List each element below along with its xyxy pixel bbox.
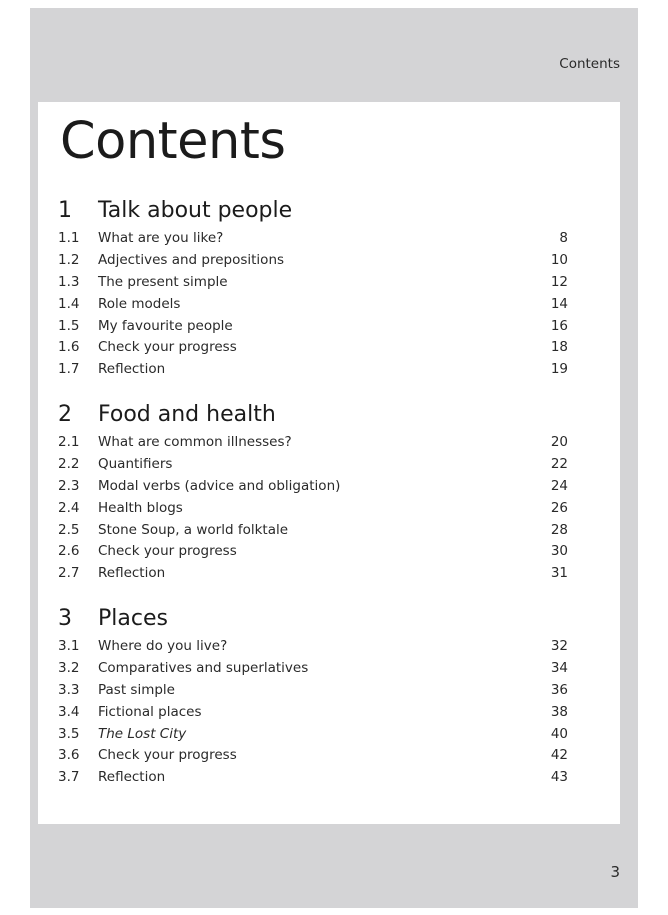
entry-number: 3.2: [58, 659, 80, 676]
toc-entry[interactable]: [58, 434, 568, 456]
entry-title: Role models: [98, 295, 181, 312]
entry-page: 22: [550, 455, 568, 472]
entry-page: 28: [550, 521, 568, 538]
entry-title: My favourite people: [98, 317, 233, 334]
entry-title: Past simple: [98, 681, 175, 698]
toc-entry[interactable]: [58, 252, 568, 274]
toc-entry[interactable]: [58, 726, 568, 748]
entry-title: Health blogs: [98, 499, 183, 516]
page-number: 3: [610, 863, 620, 881]
entry-number: 1.5: [58, 317, 80, 334]
contents-panel: [38, 102, 620, 824]
entry-number: 1.2: [58, 251, 80, 268]
toc-entry[interactable]: [58, 704, 568, 726]
entry-page: 36: [550, 681, 568, 698]
toc-entry[interactable]: [58, 543, 568, 565]
entry-page: 18: [550, 339, 568, 356]
toc-entry[interactable]: [58, 660, 568, 682]
entry-page: 43: [550, 769, 568, 786]
section-heading: [58, 198, 568, 226]
toc-entry[interactable]: [58, 769, 568, 791]
toc-entry[interactable]: [58, 274, 568, 296]
entry-page: 19: [550, 361, 568, 378]
entry-number: 3.6: [58, 747, 80, 764]
entry-page: 40: [550, 725, 568, 742]
entry-title: Stone Soup, a world folktale: [98, 521, 289, 538]
entry-number: 3.3: [58, 681, 80, 698]
section-3: [58, 606, 568, 791]
section-heading: [58, 402, 568, 430]
entry-number: 3.4: [58, 703, 80, 720]
entry-number: 1.6: [58, 339, 80, 356]
entry-number: 2.7: [58, 565, 80, 582]
entry-title: Quantifiers: [98, 455, 173, 472]
entry-page: 42: [550, 747, 568, 764]
book-page: [30, 8, 638, 908]
entry-number: 3.7: [58, 769, 80, 786]
entry-page: 24: [550, 477, 568, 494]
section-1: [58, 198, 568, 383]
toc-entry[interactable]: [58, 230, 568, 252]
entry-number: 2.2: [58, 455, 80, 472]
entry-title: Check your progress: [98, 339, 237, 356]
entry-page: 14: [550, 295, 568, 312]
entry-page: 38: [550, 703, 568, 720]
entry-title: Check your progress: [98, 747, 237, 764]
section-title: Food and health: [98, 402, 276, 427]
section-2: [58, 402, 568, 587]
entry-list: [58, 638, 568, 791]
entry-page: 20: [550, 434, 568, 450]
toc-entry[interactable]: [58, 565, 568, 587]
section-number: 3: [58, 606, 72, 631]
toc-entry[interactable]: [58, 478, 568, 500]
entry-title: Fictional places: [98, 703, 202, 720]
entry-number: 2.3: [58, 477, 80, 494]
entry-page: 32: [550, 638, 568, 654]
entry-number: 1.1: [58, 230, 80, 246]
toc-entry[interactable]: [58, 339, 568, 361]
section-title: Places: [98, 606, 168, 631]
entry-title: The Lost City: [98, 725, 187, 742]
toc-entry[interactable]: [58, 296, 568, 318]
entry-title: Reflection: [98, 565, 166, 582]
entry-title: Where do you live?: [98, 638, 228, 654]
toc-entry[interactable]: [58, 361, 568, 383]
toc-entry[interactable]: [58, 456, 568, 478]
entry-page: 8: [559, 230, 568, 246]
entry-title: The present simple: [98, 273, 228, 290]
entry-number: 1.7: [58, 361, 80, 378]
entry-title: Comparatives and superlatives: [98, 659, 309, 676]
entry-title: Reflection: [98, 769, 166, 786]
entry-title: Adjectives and prepositions: [98, 251, 285, 268]
toc-entry[interactable]: [58, 318, 568, 340]
toc-entry[interactable]: [58, 638, 568, 660]
section-heading: [58, 606, 568, 634]
entry-page: 10: [550, 251, 568, 268]
entry-title: Reflection: [98, 361, 166, 378]
page-title: Contents: [60, 112, 286, 171]
entry-number: 2.6: [58, 543, 80, 560]
entry-number: 3.1: [58, 638, 80, 654]
entry-page: 16: [550, 317, 568, 334]
toc-entry[interactable]: [58, 682, 568, 704]
section-title: Talk about people: [98, 198, 293, 223]
section-number: 2: [58, 402, 72, 427]
toc-entry[interactable]: [58, 500, 568, 522]
entry-number: 1.4: [58, 295, 80, 312]
entry-page: 26: [550, 499, 568, 516]
entry-page: 34: [550, 659, 568, 676]
running-head: Contents: [559, 56, 620, 72]
entry-number: 2.1: [58, 434, 80, 450]
entry-number: 3.5: [58, 725, 80, 742]
entry-title: What are you like?: [98, 230, 224, 246]
entry-title: Modal verbs (advice and obligation): [98, 477, 341, 494]
entry-number: 1.3: [58, 273, 80, 290]
entry-list: [58, 434, 568, 587]
entry-number: 2.5: [58, 521, 80, 538]
entry-number: 2.4: [58, 499, 80, 516]
entry-page: 30: [550, 543, 568, 560]
entry-page: 12: [550, 273, 568, 290]
entry-list: [58, 230, 568, 383]
section-number: 1: [58, 198, 72, 223]
toc-entry[interactable]: [58, 522, 568, 544]
entry-title: What are common illnesses?: [98, 434, 292, 450]
entry-page: 31: [550, 565, 568, 582]
entry-title: Check your progress: [98, 543, 237, 560]
toc-entry[interactable]: [58, 747, 568, 769]
